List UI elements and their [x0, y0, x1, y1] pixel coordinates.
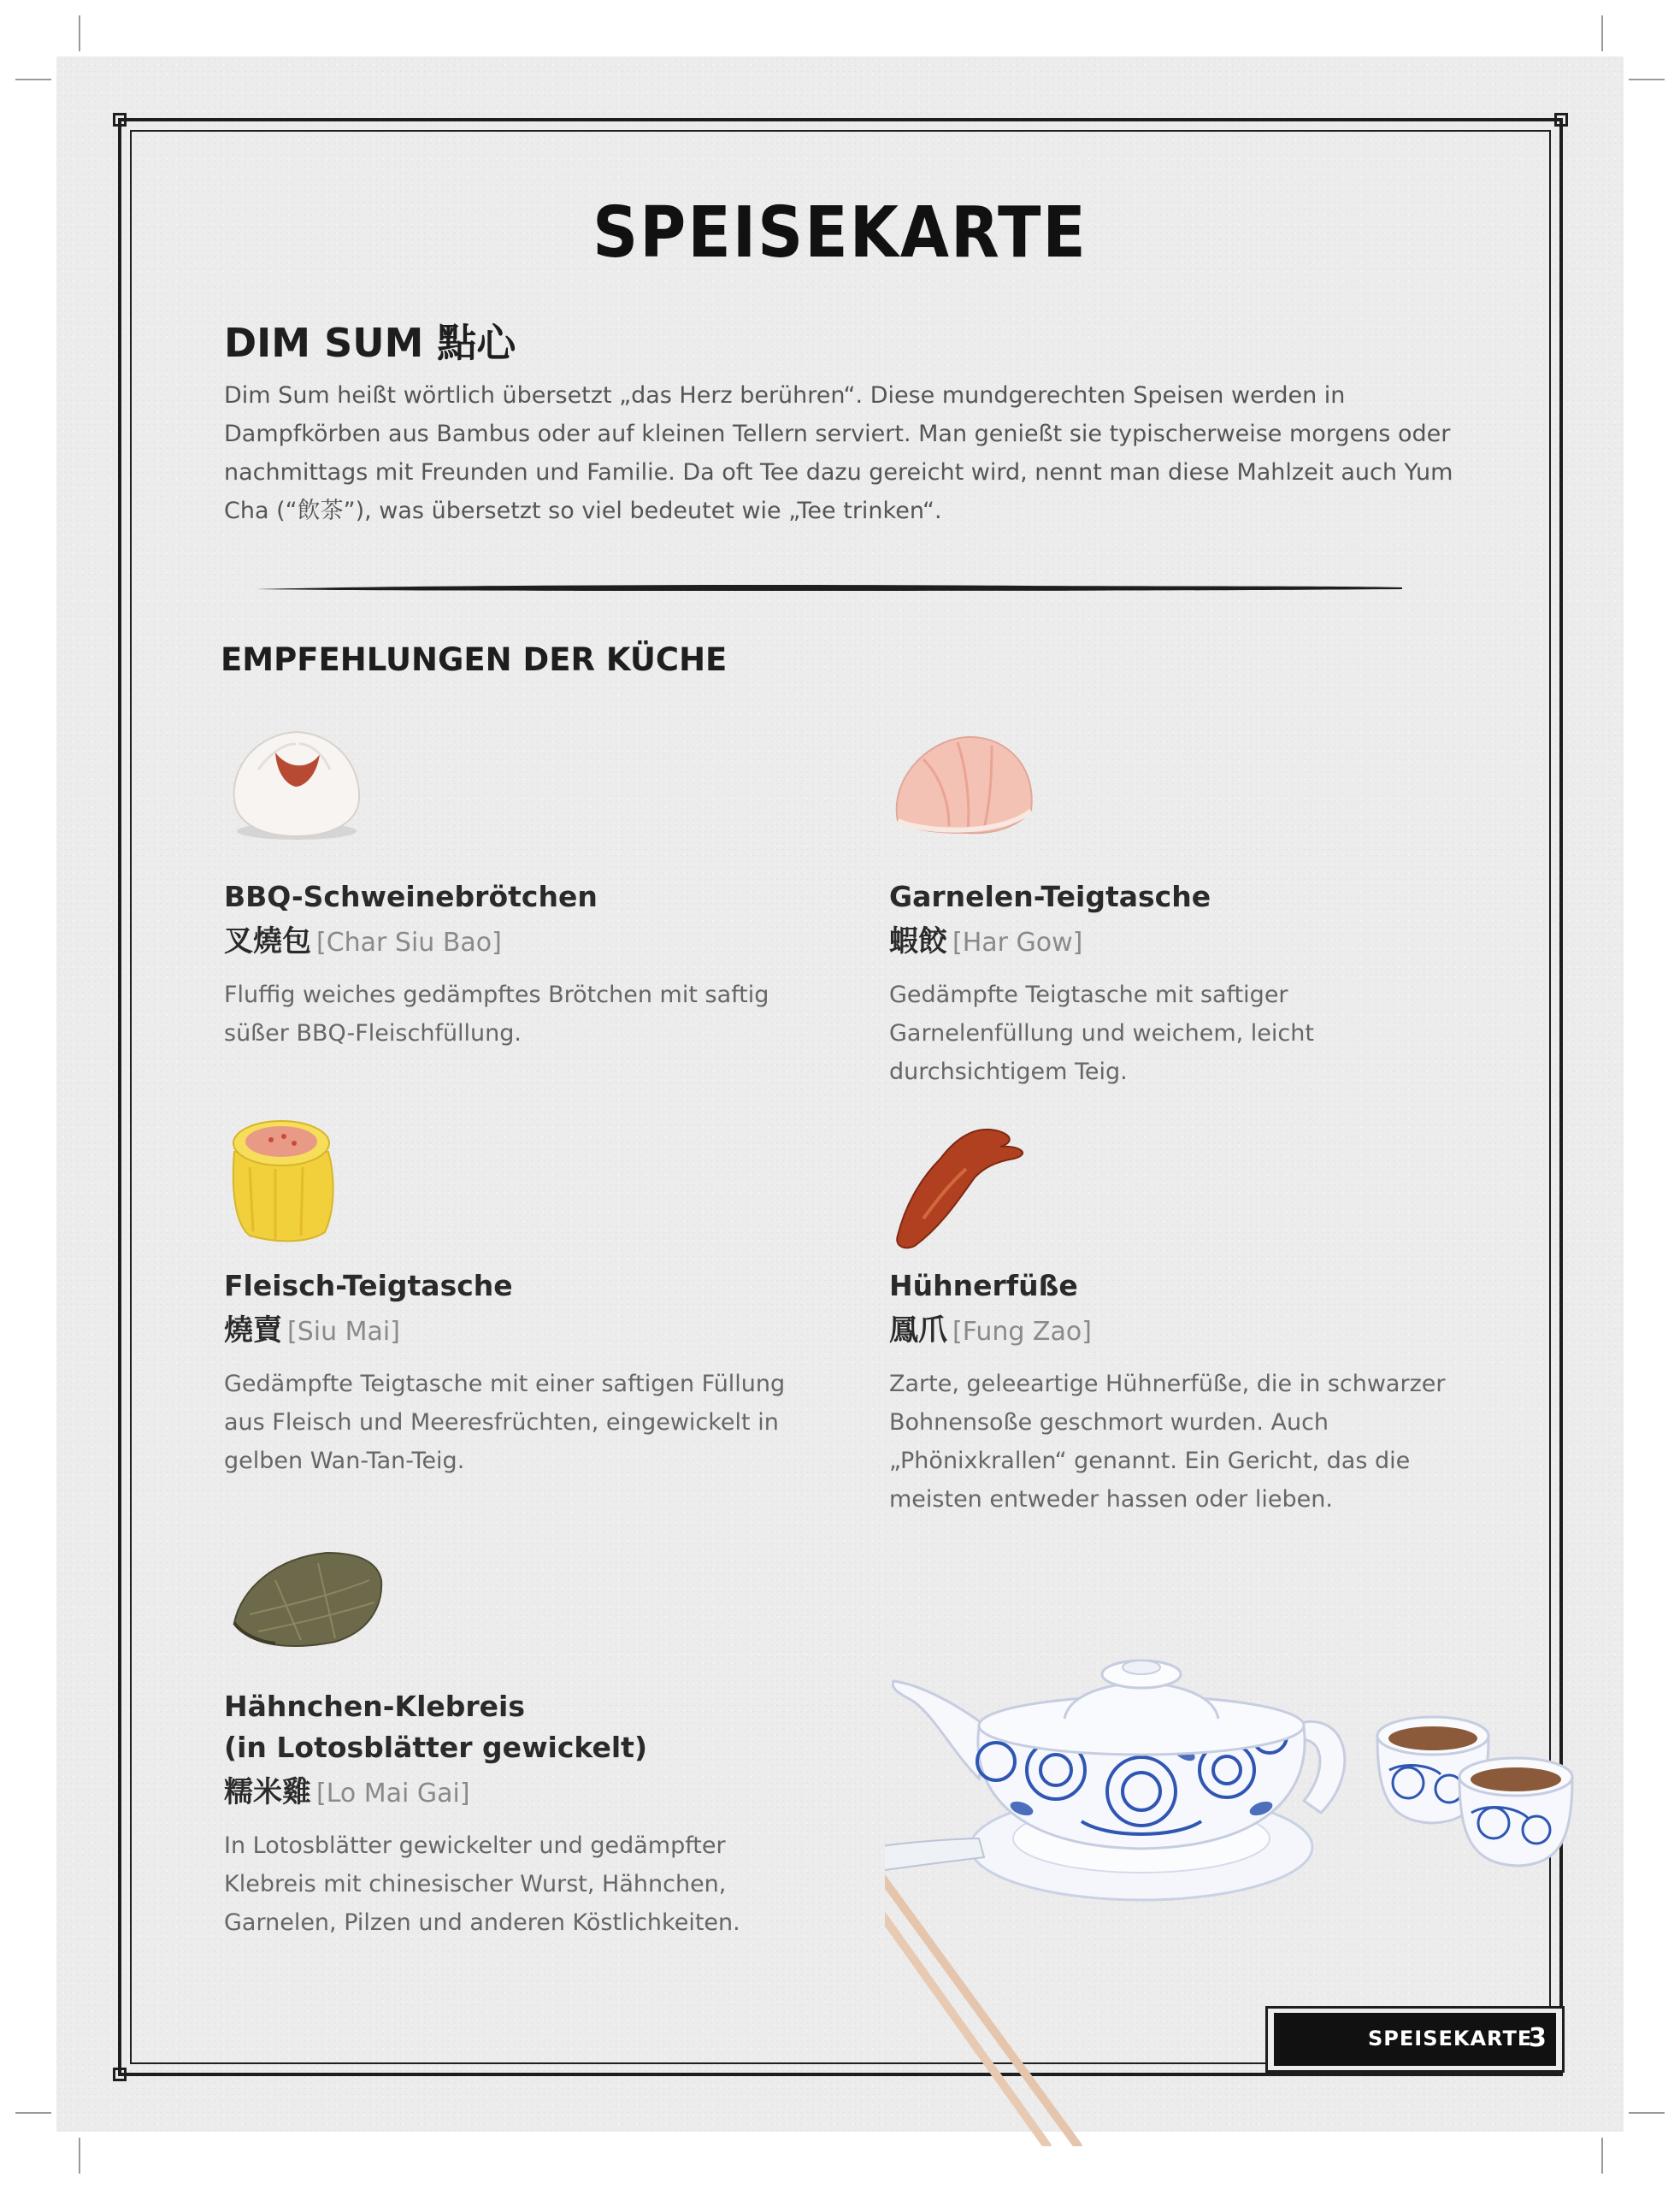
footer-badge	[1274, 2013, 1556, 2066]
menu-item-lo-mai-gai	[224, 1686, 814, 1942]
item-name: Garnelen-Teigtasche	[889, 880, 1211, 913]
item-name: Hähnchen-Klebreis (in Lotosblätter gewickelt)	[224, 1690, 648, 1764]
item-description: Fluffig weiches gedämpftes Brötchen mit saftig süßer BBQ-Fleischfüllung.	[224, 982, 769, 1047]
brush-divider	[256, 581, 1402, 593]
lotus-rice-icon	[224, 1546, 386, 1653]
menu-item-har-gow	[889, 876, 1479, 1091]
item-romanization: [Siu Mai]	[287, 1317, 400, 1347]
item-chinese: 叉燒包	[224, 924, 311, 959]
menu-item-siu-mai	[224, 1266, 814, 1480]
item-description: Gedämpfte Teigtasche mit saftiger Garnelenfüllung und weichem, leicht durchsichtigem Teig.	[889, 982, 1314, 1085]
item-name: Hühnerfüße	[889, 1269, 1078, 1302]
bun-icon	[224, 718, 369, 847]
siu-mai-icon	[224, 1116, 339, 1244]
frame-corner	[113, 113, 127, 127]
dumpling-icon	[889, 725, 1043, 845]
section-heading: DIM SUM 點心	[224, 320, 516, 366]
item-description: In Lotosblätter gewickelter und gedämpfter Klebreis mit chinesischer Wurst, Hähnchen, Garnelen, Pilzen und anderen Köstlichkeiten.	[224, 1832, 740, 1936]
recommendations-heading: EMPFEHLUNGEN DER KÜCHE	[221, 641, 728, 678]
item-romanization: [Char Siu Bao]	[316, 928, 502, 958]
frame-corner	[113, 2068, 127, 2081]
item-name: Fleisch-Teigtasche	[224, 1269, 513, 1302]
item-chinese: 鳳爪	[889, 1313, 947, 1348]
item-romanization: [Lo Mai Gai]	[316, 1779, 470, 1808]
menu-item-char-siu-bao	[224, 876, 814, 1053]
item-romanization: [Fung Zao]	[952, 1317, 1092, 1347]
footer-label: SPEISEKARTE	[1368, 2027, 1533, 2050]
chicken-feet-icon	[889, 1116, 1035, 1253]
item-description: Gedämpfte Teigtasche mit einer saftigen Füllung aus Fleisch und Meeresfrüchten, eingewickelt in gelben Wan-Tan-Teig.	[224, 1371, 786, 1474]
page-number: 3	[1529, 2023, 1547, 2053]
item-chinese: 燒賣	[224, 1313, 282, 1348]
menu-item-fung-zao	[889, 1266, 1479, 1519]
item-chinese: 糯米雞	[224, 1775, 311, 1809]
item-romanization: [Har Gow]	[952, 928, 1083, 958]
intro-paragraph: Dim Sum heißt wörtlich übersetzt „das Herz berühren“. Diese mundgerechten Speisen werden in Dampfkörben aus Bambus oder auf kleinen Tellern serviert. Man genießt sie typischerweise morgens oder nachmittags mit Freunden und Familie. Da oft Tee dazu gereicht wird, nennt man diese Mahlzeit auch Yum Cha (“飲茶”), was übersetzt so viel bedeutet wie „Tee trinken“.	[224, 382, 1453, 524]
frame-corner	[1554, 113, 1568, 127]
item-description: Zarte, geleeartige Hühnerfüße, die in schwarzer Bohnensoße geschmort wurden. Auch „Phönixkrallen“ genannt. Ein Gericht, das die meisten entweder hassen oder lieben.	[889, 1371, 1446, 1513]
page-title: SPEISEKARTE	[592, 192, 1088, 274]
item-chinese: 蝦餃	[889, 924, 947, 959]
item-name: BBQ-Schweinebrötchen	[224, 880, 598, 913]
